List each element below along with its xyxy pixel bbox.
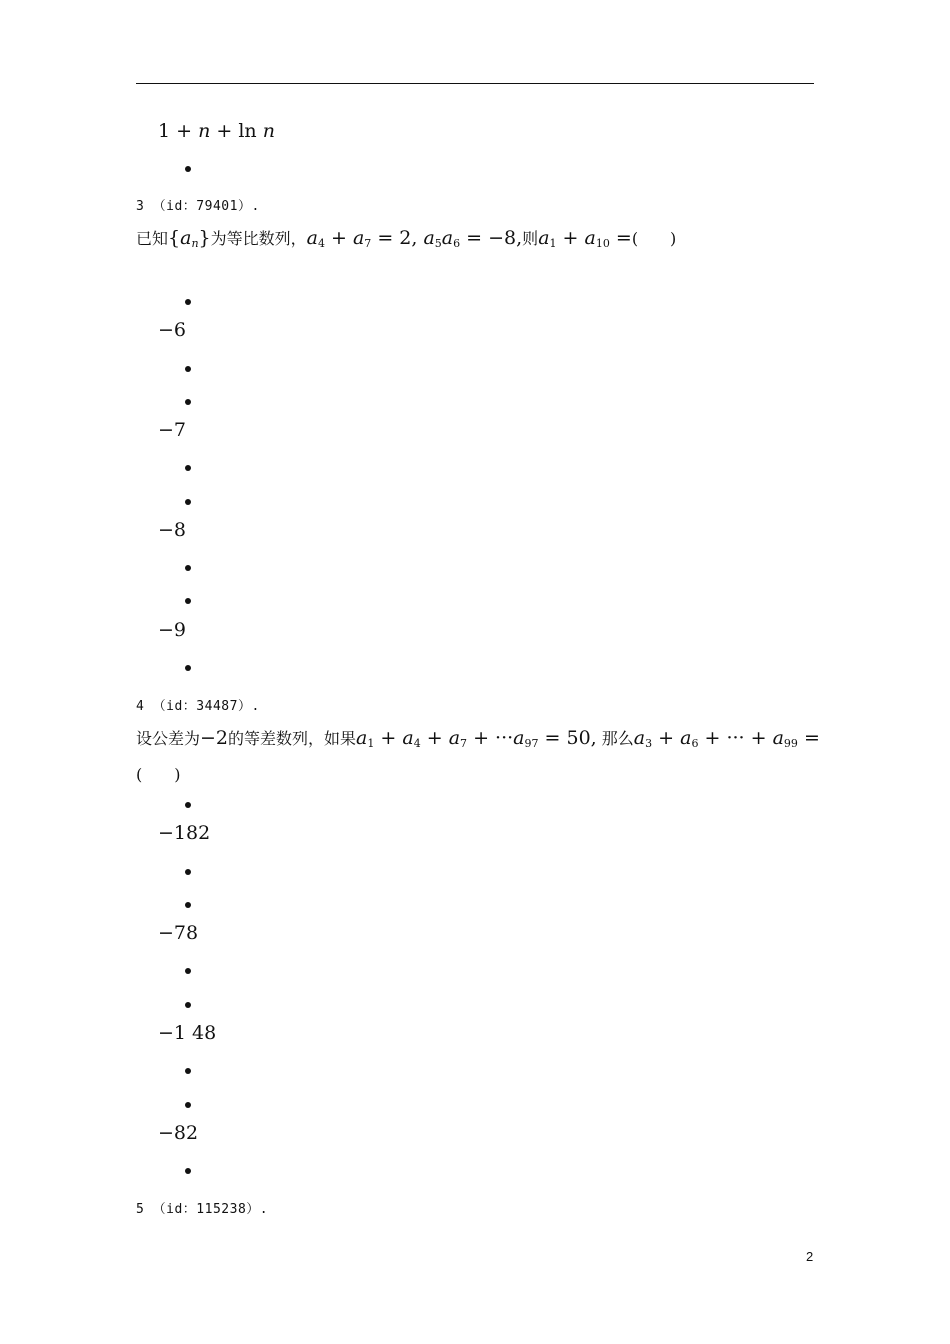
option-bullet	[185, 366, 191, 372]
header-rule	[136, 83, 814, 84]
prev-option-text: 1 + n + ln n	[158, 120, 275, 142]
option-bullet	[185, 465, 191, 471]
option-bullet	[185, 902, 191, 908]
option-bullet	[185, 802, 191, 808]
question-header-5: 5 （id：115238）.	[136, 1202, 269, 1217]
option-bullet	[185, 1068, 191, 1074]
option-text: −1 48	[158, 1022, 217, 1044]
option-text: −9	[158, 619, 187, 641]
option-bullet	[185, 1102, 191, 1108]
option-bullet	[185, 565, 191, 571]
option-bullet	[185, 166, 191, 172]
option-text: −182	[158, 822, 211, 844]
option-bullet	[185, 665, 191, 671]
option-text: −6	[158, 319, 187, 341]
option-bullet	[185, 869, 191, 875]
option-bullet	[185, 299, 191, 305]
option-text: −78	[158, 922, 199, 944]
question-stem-4: 设公差为−2的等差数列，如果$a_1 + a_4 + a_7 + \cdot\cdot\cdot a_{97} = 50$, 那么$a_3 + a_6$ + ··· + $a_{99}$ =	[136, 727, 820, 750]
question-stem-3: 已知$\{a_n\}$为等比数列，$a_4 + a_7 = 2$, $a_5a_6 = -8$,则$a_1 + a_{10}$ =( )	[136, 227, 677, 250]
question-header-3: 3 （id：79401）.	[136, 199, 260, 214]
page-number: 2	[806, 1249, 814, 1264]
option-bullet	[185, 1168, 191, 1174]
option-bullet	[185, 399, 191, 405]
option-bullet	[185, 1002, 191, 1008]
option-bullet	[185, 968, 191, 974]
option-text: −8	[158, 519, 187, 541]
option-bullet	[185, 598, 191, 604]
option-bullet	[185, 499, 191, 505]
option-text: −82	[158, 1122, 199, 1144]
option-text: −7	[158, 419, 187, 441]
question-stem-4-cont: ( )	[136, 765, 181, 784]
question-header-4: 4 （id：34487）.	[136, 699, 260, 714]
